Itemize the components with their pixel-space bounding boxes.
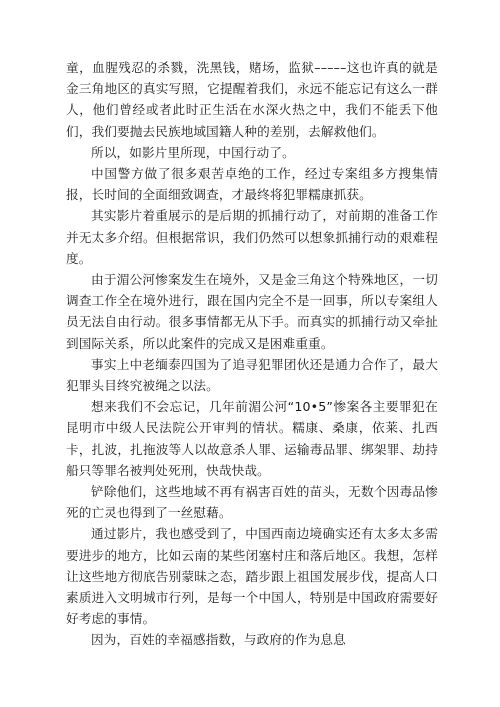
document-page — [66, 57, 438, 651]
paragraph-5: 由于湄公河惨案发生在境外，又是金三角这个特殊地区，一切调查工作全在境外进行，跟在国内完全不是一回事，所以专案组人员无法自由行动。很多事情都无从下手。而真实的抓捕行动又牵扯到国际关系，所以此案件的完成又是困难重重。 — [66, 272, 438, 351]
paragraph-1: 童，血腥残忍的杀戮，洗黑钱，赌场，监狱–––––这也许真的就是金三角地区的真实写照，它提醒着我们，永远不能忘记有这么一群人，他们曾经或者此时正生活在水深火热之中，我们不能丢下他们，我们要抛去民族地域国籍人种的差别，去解救他们。 — [66, 60, 438, 139]
paragraph-4: 其实影片着重展示的是后期的抓捕行动了，对前期的准备工作并无太多介绍。但根据常识，我们仍然可以想象抓捕行动的艰难程度。 — [66, 208, 438, 266]
paragraph-3: 中国警方做了很多艰苦卓绝的工作，经过专案组多方搜集情报，长时间的全面细致调查，才最终将犯罪糯康抓获。 — [66, 166, 438, 203]
paragraph-2: 所以，如影片里所现，中国行动了。 — [91, 144, 295, 160]
paragraph-10: 因为，百姓的幸福感指数，与政府的作为息息 — [91, 632, 346, 648]
paragraph-7: 想来我们不会忘记，几年前湄公河“10•5”惨案各主要罪犯在昆明市中级人民法院公开审判的情状。糯康、桑康，依莱、扎西卡，扎波，扎拖波等人以故意杀人罪、运输毒品罪、绑架罪、劫持船只等罪名被判处死刑，快哉快哉。 — [66, 399, 438, 478]
paragraph-6: 事实上中老缅泰四国为了追寻犯罪团伙还是通力合作了，最大犯罪头目终究被绳之以法。 — [66, 356, 438, 394]
paragraph-9: 通过影片，我也感受到了，中国西南边境确实还有太多太多需要进步的地方，比如云南的某些闭塞村庄和落后地区。我想，怎样让这些地方彻底告别蒙昧之态，踏步跟上祖国发展步伐，提高人口素质进入文明城市行列，是每一个中国人，特别是中国政府需要好好考虑的事情。 — [66, 526, 438, 627]
paragraph-8: 铲除他们，这些地域不再有祸害百姓的苗头，无数个因毒品惨死的亡灵也得到了一丝慰藉。 — [66, 484, 438, 521]
